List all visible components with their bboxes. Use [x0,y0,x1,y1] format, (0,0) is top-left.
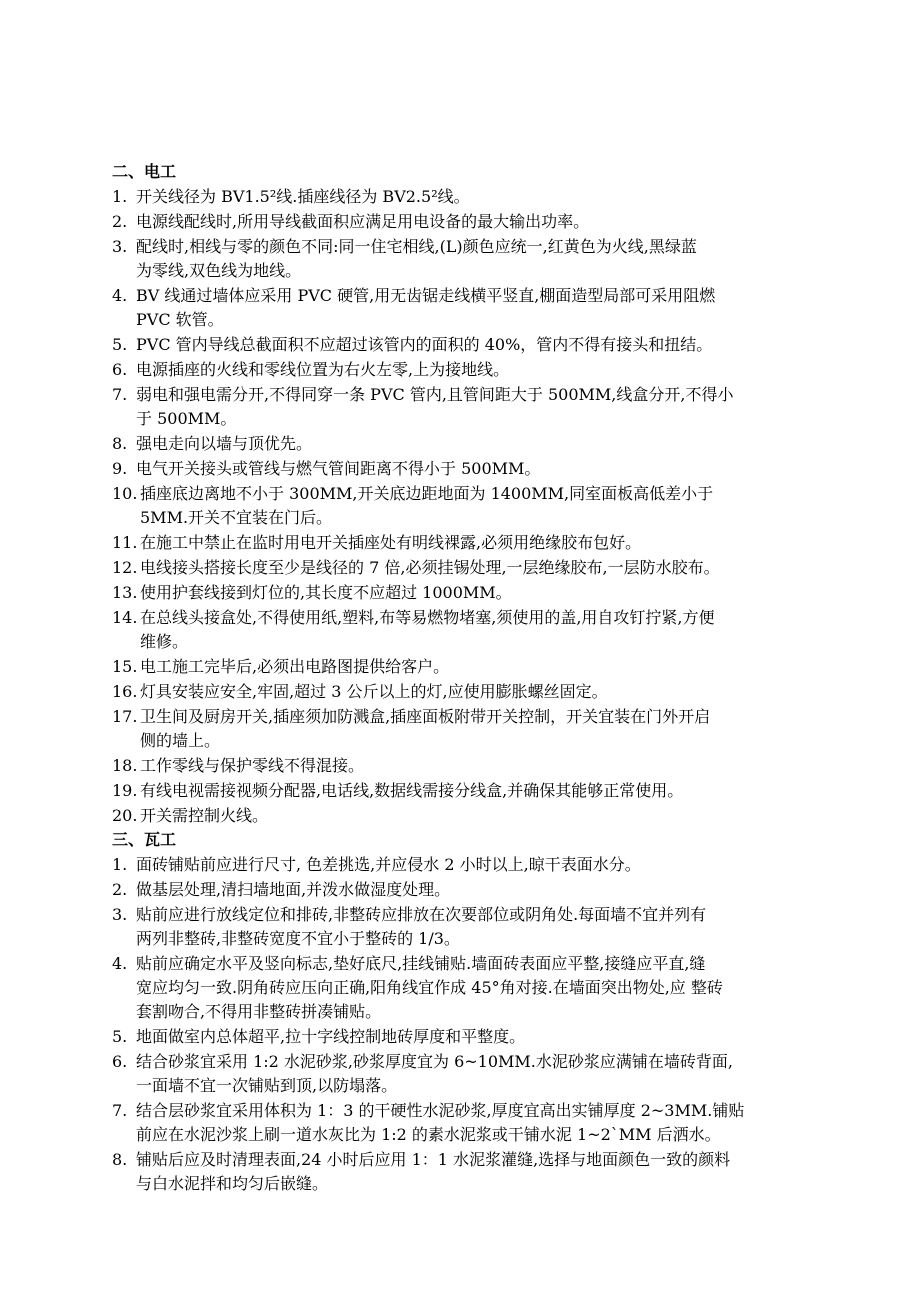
list-item [112,457,812,481]
list-item-text: 前应在水泥沙浆上刷一道水灰比为 1:2 的素水泥浆或干铺水泥 1~2`MM 后洒水。 [136,1125,721,1144]
list-item-number: 3. [112,905,128,924]
list-item [112,432,812,456]
document-content [112,160,812,1196]
list-item-text: 结合层砂浆宜采用体积为 1：3 的干硬性水泥砂浆,厚度宜高出实铺厚度 2~3MM.铺贴 [136,1101,745,1120]
list-item-text: 电工施工完毕后,必须出电路图提供给客户。 [140,657,450,676]
list-item-text: 配线时,相线与零的颜色不同:同一住宅相线,(L)颜色应统一,红黄色为火线,黑绿蓝 [136,237,697,256]
list-item-text: 在施工中禁止在监时用电开关插座处有明线裸露,必须用绝缘胶布包好。 [140,533,642,552]
list-item-text: PVC 管内导线总截面积不应超过该管内的面积的 40%，管内不得有接头和扭结。 [136,335,713,354]
list-item-text: 于 500MM。 [136,409,237,428]
list-item [112,235,812,283]
list-item [112,284,812,332]
list-item-text: 铺贴后应及时清理表面,24 小时后应用 1：1 水泥浆灌缝,选择与地面颜色一致的颜料 [136,1150,731,1169]
list-item-text: 为零线,双色线为地线。 [136,261,302,280]
list-item-number: 2. [112,212,128,231]
list-item-text: 贴前应确定水平及竖向标志,垫好底尺,挂线铺贴.墙面砖表面应平整,接缝应平直,缝 [136,954,706,973]
list-item-number: 12. [112,558,138,577]
list-item-text: 5MM.开关不宜装在门后。 [140,508,333,527]
list-item-text: 灯具安装应安全,牢固,超过 3 公斤以上的灯,应使用膨胀螺丝固定。 [140,682,608,701]
list-item-text: 卫生间及厨房开关,插座须加防溅盒,插座面板附带开关控制，开关宜装在门外开启 [140,707,711,726]
list-item [112,531,812,555]
list-item-text: 两列非整砖,非整砖宽度不宜小于整砖的 1/3。 [136,929,460,948]
list-item-number: 8. [112,434,128,453]
list-item [112,655,812,679]
list-item-text: BV 线通过墙体应采用 PVC 硬管,用无齿锯走线横平竖直,棚面造型局部可采用阻燃 [136,286,716,305]
list-item [112,185,812,209]
list-item [112,358,812,382]
list-item [112,210,812,234]
list-item-text: 插座底边离地不小于 300MM,开关底边距地面为 1400MM,同室面板高低差小于 [140,484,714,503]
list-item [112,581,812,605]
list-item-text: 结合砂浆宜采用 1:2 水泥砂浆,砂浆厚度宜为 6~10MM.水泥砂浆应满铺在墙砖背面, [136,1052,733,1071]
list-item-number: 7. [112,385,128,404]
list-item [112,754,812,778]
list-item-number: 18. [112,756,138,775]
list-item-number: 14. [112,608,138,627]
list-item-number: 19. [112,781,138,800]
list-item-number: 1. [112,855,128,874]
list-item-text: PVC 软管。 [136,310,224,329]
list-item [112,333,812,357]
list-item [112,779,812,803]
list-item-text: 地面做室内总体超平,拉十字线控制地砖厚度和平整度。 [136,1027,526,1046]
list-item-text: 工作零线与保护零线不得混接。 [140,756,365,775]
list-item-text: 使用护套线接到灯位的,其长度不应超过 1000MM。 [140,583,512,602]
section-heading-electrician: 二、电工 [112,162,177,181]
list-item-text: 做基层处理,清扫墙地面,并泼水做湿度处理。 [136,880,451,899]
list-item [112,680,812,704]
list-item [112,556,812,580]
list-item-number: 17. [112,707,138,726]
list-item-number: 11. [112,533,138,552]
section-heading-tiler: 三、瓦工 [112,830,177,849]
list-item-text: 维修。 [140,632,189,651]
list-item-number: 13. [112,583,138,602]
list-item [112,1099,812,1147]
list-item-text: 一面墙不宜一次铺贴到顶,以防塌落。 [136,1076,398,1095]
list-item-text: 电源插座的火线和零线位置为右火左零,上为接地线。 [136,360,510,379]
list-item [112,903,812,951]
list-item [112,705,812,753]
list-item [112,1148,812,1196]
list-item [112,878,812,902]
list-item-number: 3. [112,237,128,256]
list-item-text: 与白水泥拌和均匀后嵌缝。 [136,1174,329,1193]
list-item-number: 6. [112,1052,128,1071]
list-item [112,482,812,530]
list-item-number: 2. [112,880,128,899]
list-item-number: 4. [112,286,128,305]
list-item-number: 15. [112,657,138,676]
list-item [112,804,812,828]
list-item-text: 开关需控制火线。 [140,806,269,825]
list-item-text: 电源线配线时,所用导线截面积应满足用电设备的最大输出功率。 [136,212,590,231]
list-item [112,853,812,877]
list-item-number: 4. [112,954,128,973]
list-item-text: 侧的墙上。 [140,731,221,750]
list-item-number: 20. [112,806,138,825]
list-item-text: 在总线头接盒处,不得使用纸,塑料,布等易燃物堵塞,须使用的盖,用自攻钉拧紧,方便 [140,608,715,627]
list-item-number: 5. [112,1027,128,1046]
list-item-text: 电线接头搭接长度至少是线径的 7 倍,必须挂锡处理,一层绝缘胶布,一层防水胶布。 [140,558,720,577]
list-item-text: 贴前应进行放线定位和排砖,非整砖应排放在次要部位或阴角处.每面墙不宜并列有 [136,905,707,924]
list-item-text: 宽应均匀一致.阴角砖应压向正确,阳角线宜作成 45°角对接.在墙面突出物处,应 整砖 [136,978,723,997]
list-item-text: 开关线径为 BV1.5²线.插座线径为 BV2.5²线。 [136,187,470,206]
list-item-number: 7. [112,1101,128,1120]
list-item [112,1025,812,1049]
list-item-number: 6. [112,360,128,379]
list-item-text: 面砖铺贴前应进行尺寸, 色差挑选,并应侵水 2 小时以上,晾干表面水分。 [136,855,641,874]
list-item [112,383,812,431]
list-item-number: 1. [112,187,128,206]
list-item-number: 16. [112,682,138,701]
list-item-text: 有线电视需接视频分配器,电话线,数据线需接分线盒,并确保其能够正常使用。 [140,781,684,800]
list-item [112,1050,812,1098]
list-item-text: 电气开关接头或管线与燃气管间距离不得小于 500MM。 [136,459,541,478]
list-item-number: 9. [112,459,128,478]
list-item-text: 弱电和强电需分开,不得同穿一条 PVC 管内,且管间距大于 500MM,线盒分开,不得小 [136,385,734,404]
list-item-number: 5. [112,335,128,354]
list-item [112,952,812,1024]
list-item-number: 8. [112,1150,128,1169]
list-item-number: 10. [112,484,138,503]
list-item [112,606,812,654]
list-item-text: 套割吻合,不得用非整砖拼凑铺贴。 [136,1002,382,1021]
list-item-text: 强电走向以墙与顶优先。 [136,434,313,453]
